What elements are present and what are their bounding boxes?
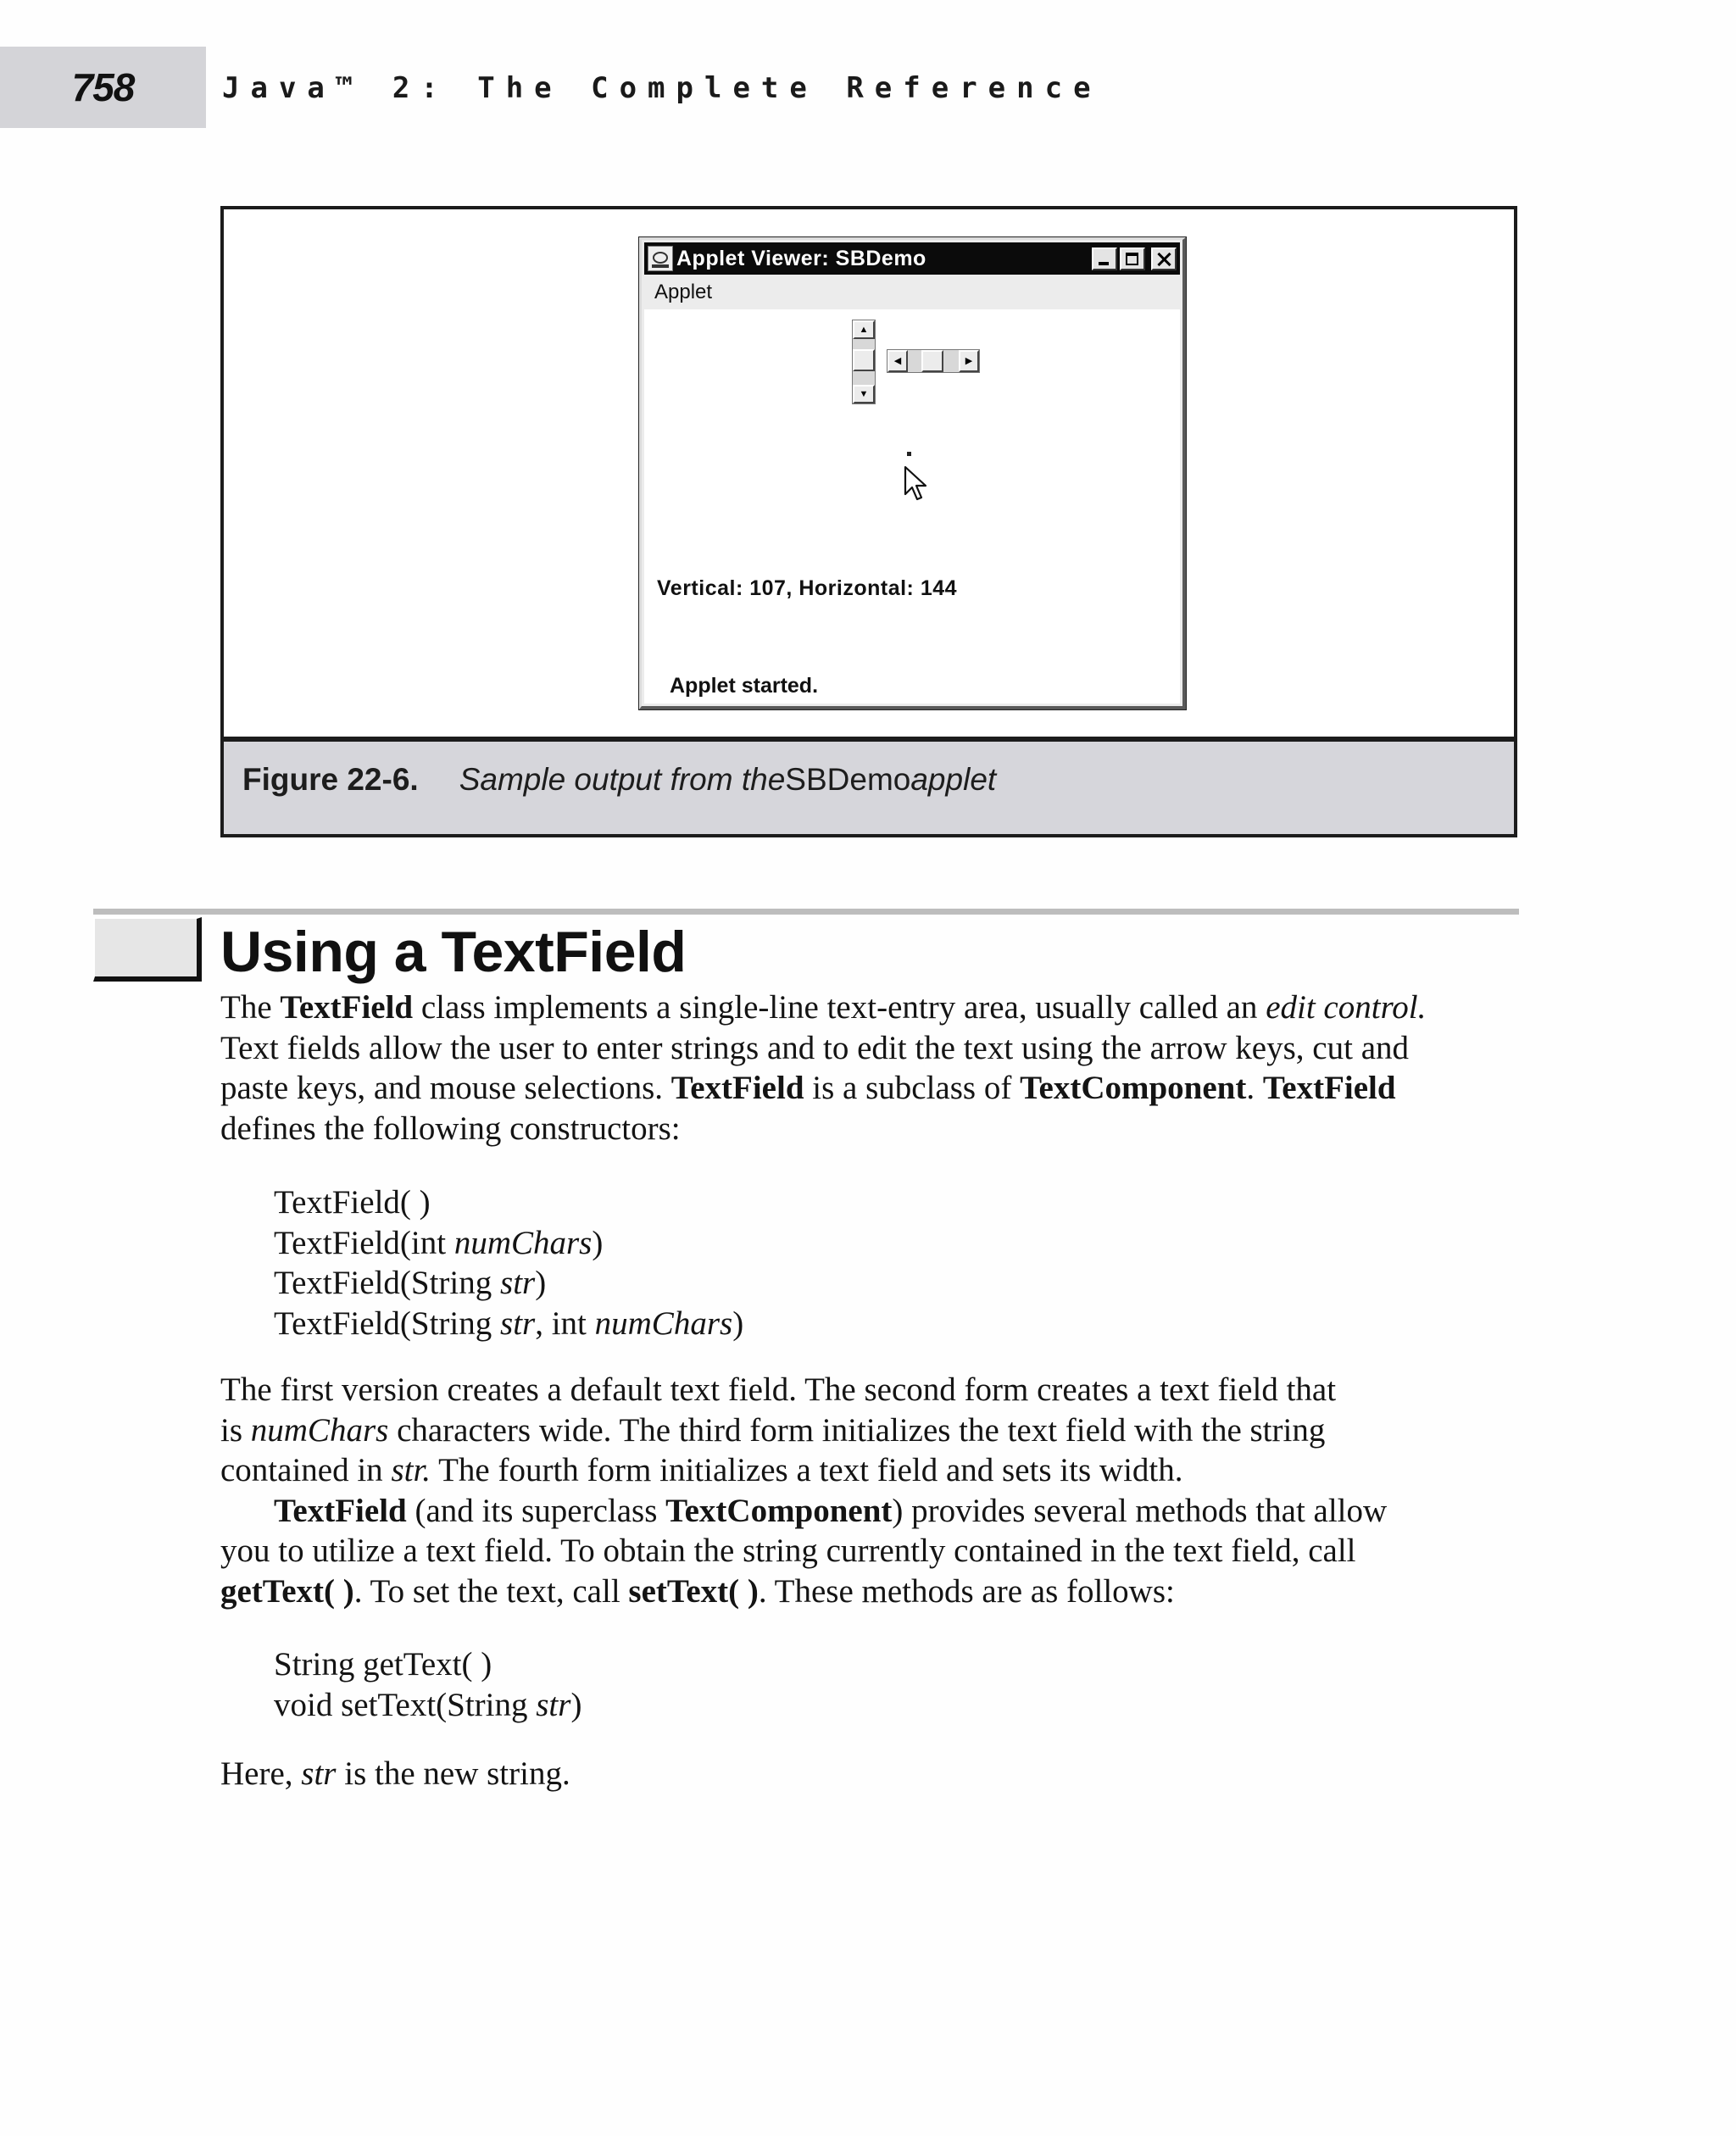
scroll-left-icon[interactable]: ◀ xyxy=(887,350,908,372)
text-line: is numChars characters wide. The third form initializes the text field with the string xyxy=(220,1411,1326,1449)
section-marker-box xyxy=(93,917,202,982)
text-line: getText( ). To set the text, call setText( ). These methods are as follows: xyxy=(220,1572,1175,1610)
text-line: paste keys, and mouse selections. TextField is a subclass of TextComponent. TextField xyxy=(220,1070,1396,1106)
text-line: contained in str. The fourth form initializes a text field and sets its width. xyxy=(220,1452,1183,1488)
page-number-box xyxy=(0,47,206,128)
text-line: The TextField class implements a single-line text-entry area, usually called an edit control. xyxy=(220,989,1427,1026)
vertical-scroll-thumb[interactable] xyxy=(853,349,875,371)
constructor-list xyxy=(274,1182,743,1343)
close-icon[interactable] xyxy=(1151,248,1177,270)
code-line: String getText( ) xyxy=(274,1646,492,1683)
paragraph-here xyxy=(220,1754,1526,1794)
drag-point-marker xyxy=(907,452,911,456)
text-line: Text fields allow the user to enter strings and to edit the text using the arrow keys, cut and xyxy=(220,1029,1410,1066)
horizontal-scroll-thumb[interactable] xyxy=(921,350,943,372)
figure-caption xyxy=(224,742,1514,834)
caption-label: Figure 22-6. xyxy=(242,761,419,797)
text-line: Here, str is the new string. xyxy=(220,1755,570,1792)
scroll-position-readout: Vertical: 107, Horizontal: 144 xyxy=(657,576,958,600)
paragraph-versions xyxy=(220,1370,1526,1611)
paragraph-intro xyxy=(220,987,1526,1149)
applet-client-area xyxy=(644,309,1180,704)
code-line: TextField(String str) xyxy=(274,1265,547,1301)
section-heading: Using a TextField xyxy=(220,920,687,984)
running-title: Java™ 2: The Complete Reference xyxy=(222,71,1102,105)
method-list xyxy=(274,1644,581,1725)
horizontal-scrollbar[interactable] xyxy=(887,349,980,373)
applet-viewer-window xyxy=(639,237,1186,709)
text-line: The first version creates a default text field. The second form creates a text field that xyxy=(220,1371,1337,1408)
vertical-scrollbar[interactable] xyxy=(852,320,876,404)
menu-bar xyxy=(644,275,1180,309)
window-titlebar[interactable] xyxy=(644,242,1180,275)
page-number: 758 xyxy=(71,65,135,109)
menu-item-applet[interactable]: Applet xyxy=(654,281,713,303)
code-line: TextField(int numChars) xyxy=(274,1224,604,1261)
scroll-right-icon[interactable]: ▶ xyxy=(959,350,979,372)
text-line: defines the following constructors: xyxy=(220,1110,681,1147)
window-controls xyxy=(1092,248,1177,270)
caption-text-1: Sample output from the xyxy=(459,761,786,797)
caption-text-2: applet xyxy=(910,761,997,797)
mouse-pointer-icon xyxy=(904,465,929,503)
section-rule xyxy=(93,909,1519,915)
code-line: void setText(String str) xyxy=(274,1686,582,1723)
scroll-down-icon[interactable]: ▼ xyxy=(853,385,875,403)
text-line: TextField (and its superclass TextComponent) provides several methods that allow xyxy=(274,1492,1388,1529)
applet-status: Applet started. xyxy=(670,674,819,698)
maximize-icon[interactable] xyxy=(1120,248,1145,270)
scroll-up-icon[interactable]: ▲ xyxy=(853,320,875,339)
caption-class-name: SBDemo xyxy=(785,761,911,797)
minimize-icon[interactable] xyxy=(1092,248,1117,270)
text-line: you to utilize a text field. To obtain the string currently contained in the text field, call xyxy=(220,1532,1356,1569)
code-line: TextField( ) xyxy=(274,1184,431,1221)
java-cup-icon[interactable] xyxy=(648,246,673,271)
window-title: Applet Viewer: SBDemo xyxy=(676,246,926,270)
code-line: TextField(String str, int numChars) xyxy=(274,1304,744,1342)
